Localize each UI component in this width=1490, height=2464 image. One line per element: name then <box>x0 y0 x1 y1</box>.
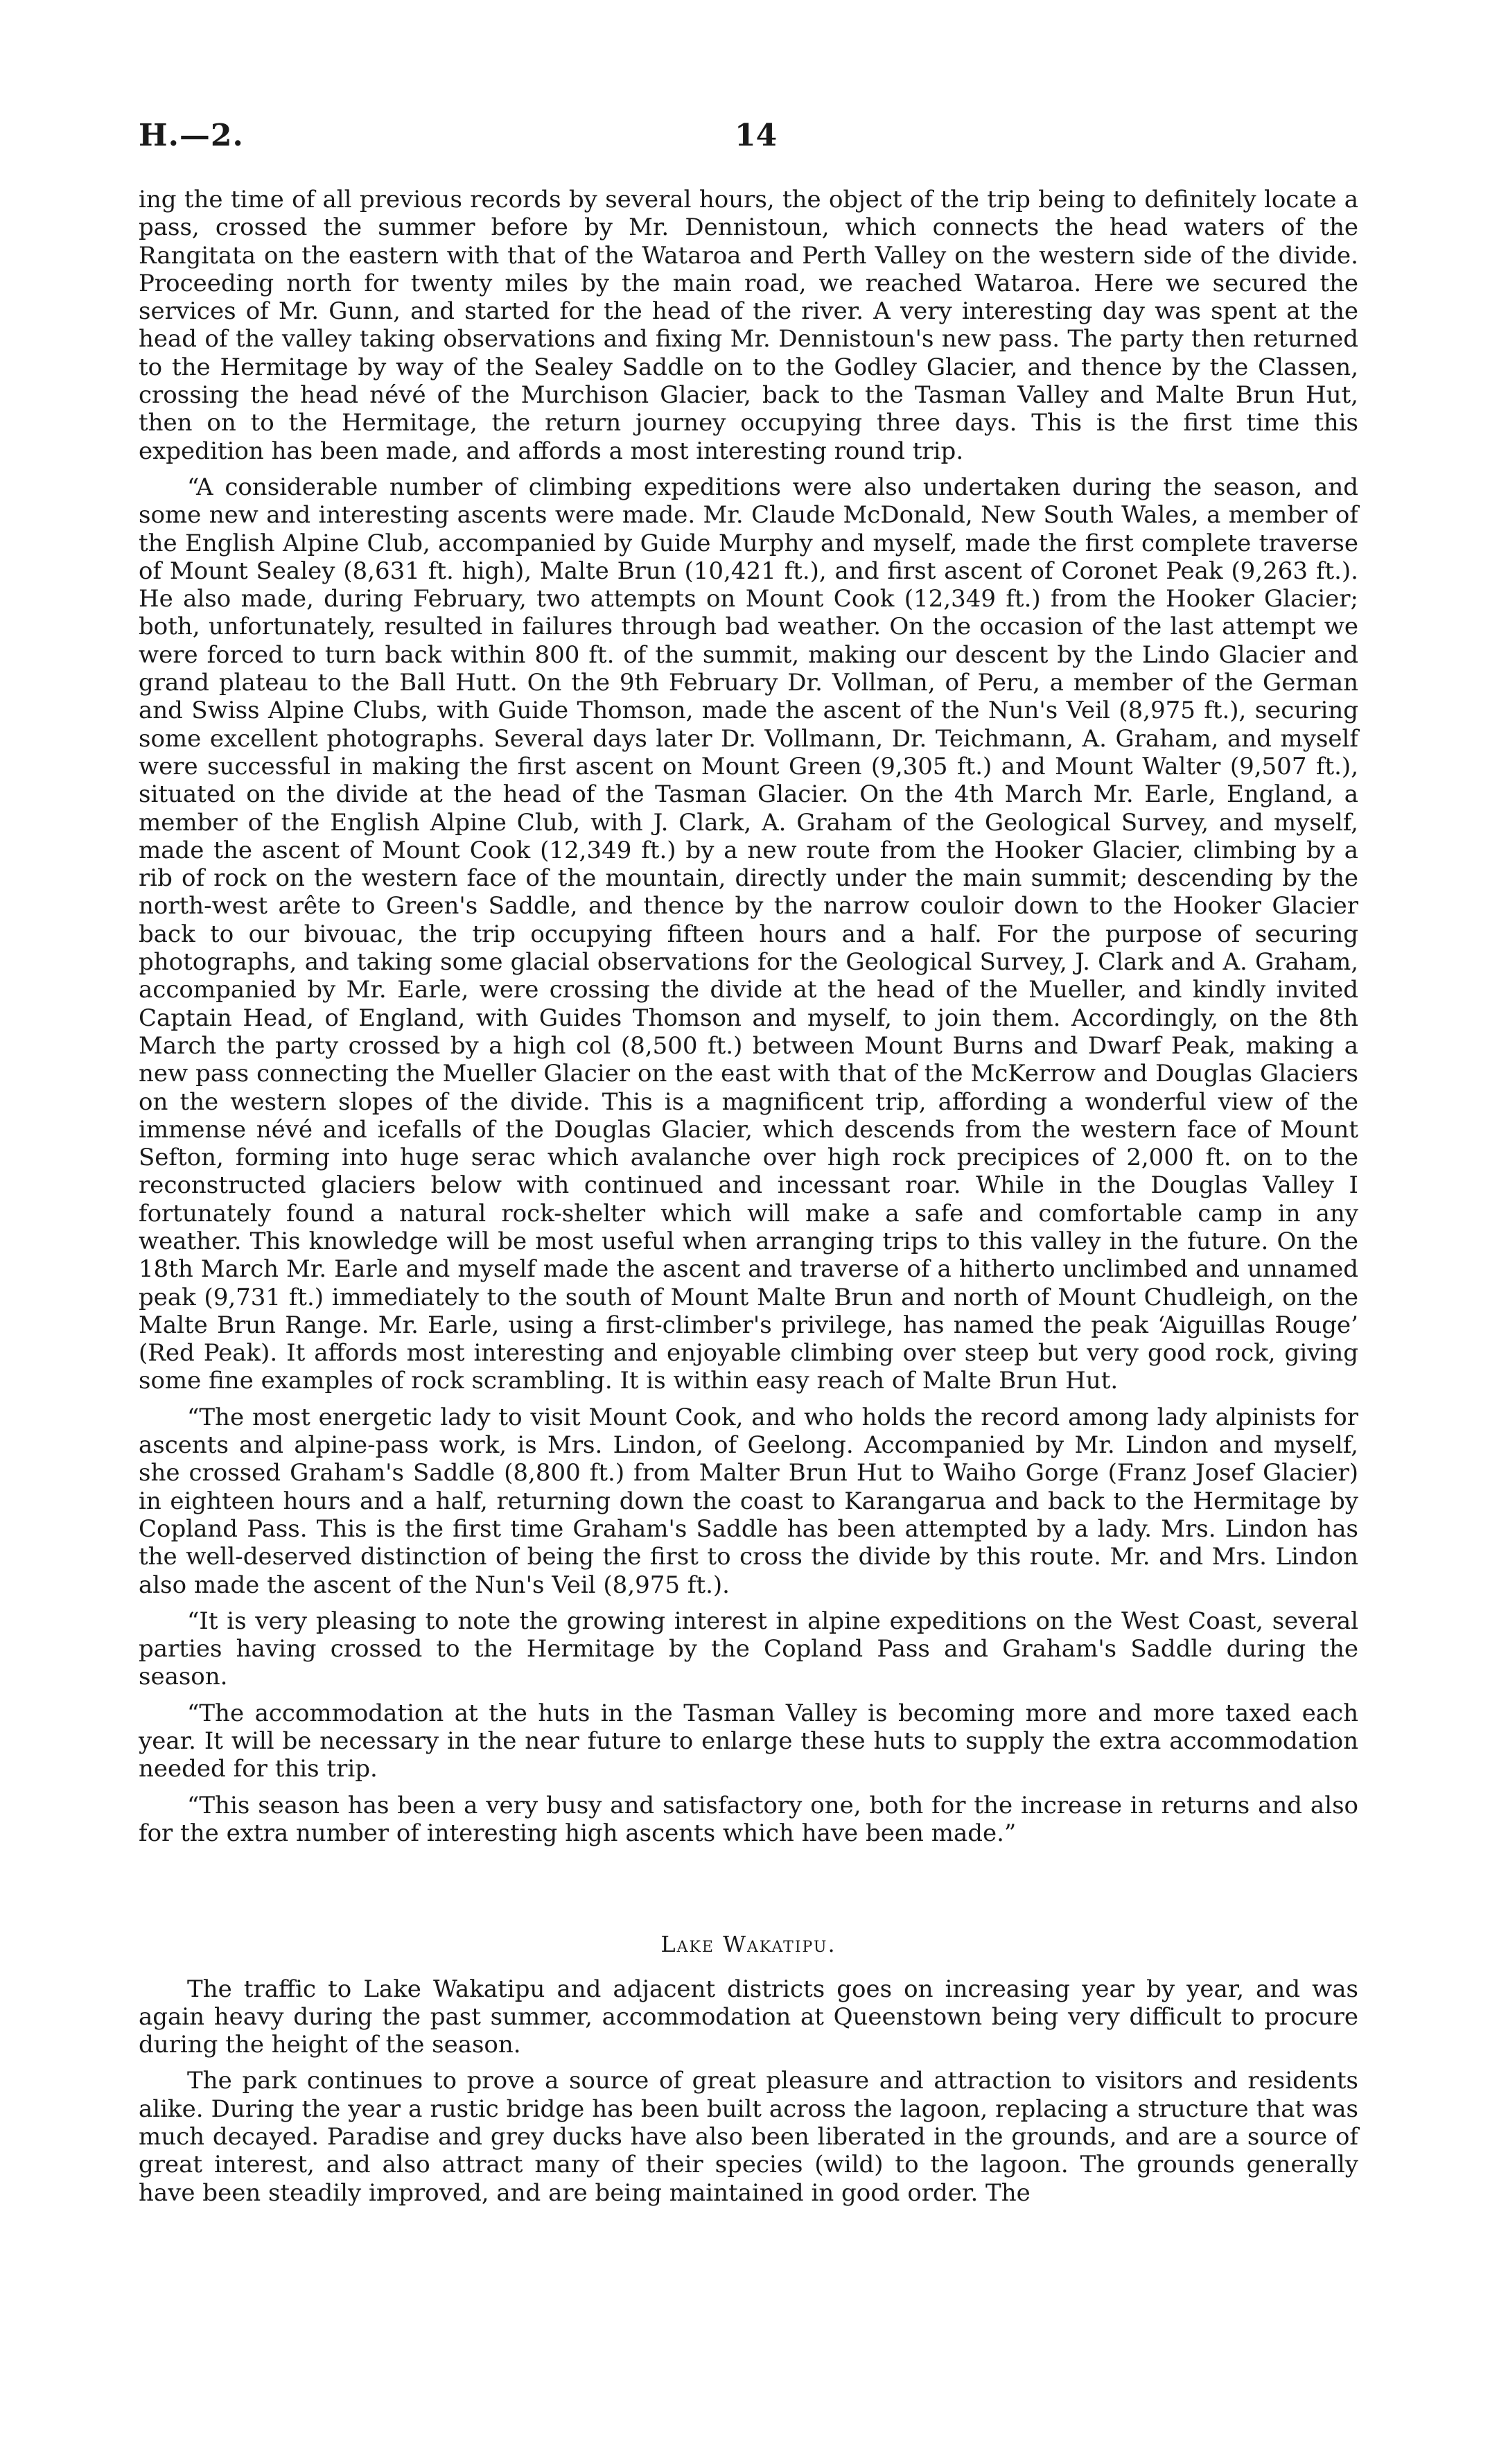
paragraph: “It is very pleasing to note the growing interest in alpine expeditions on the West Coast, several parties having crossed to the Hermitage by the Copland Pass and Graham's Saddle during the season. <box>139 1607 1358 1691</box>
paragraph: The traffic to Lake Wakatipu and adjacent districts goes on increasing year by year, and was again heavy during the past summer, accommodation at Queenstown being very difficult to procure during the height of the season. <box>139 1975 1358 2059</box>
paragraph: “A considerable number of climbing expeditions were also undertaken during the season, and some new and interesting ascents were made. Mr. Claude McDonald, New South Wales, a member of the English Alpine Club, accompanied by Guide Murphy and myself, made the first complete traverse of Mount Sealey (8,631 ft. high), Malte Brun (10,421 ft.), and first ascent of Coronet Peak (9,263 ft.). He also made, during February, two attempts on Mount Cook (12,349 ft.) from the Hooker Glacier; both, unfortunately, resulted in failures through bad weather. On the occasion of the last attempt we were forced to turn back within 800 ft. of the summit, making our descent by the Lindo Glacier and grand plateau to the Ball Hutt. On the 9th February Dr. Vollman, of Peru, a member of the German and Swiss Alpine Clubs, with Guide Thomson, made the ascent of the Nun's Veil (8,975 ft.), securing some excellent photographs. Several days later Dr. Vollmann, Dr. Teichmann, A. Graham, and myself were successful in making the first ascent on Mount Green (9,305 ft.) and Mount Walter (9,507 ft.), situated on the divide at the head of the Tasman Glacier. On the 4th March Mr. Earle, England, a member of the English Alpine Club, with J. Clark, A. Graham of the Geological Survey, and myself, made the ascent of Mount Cook (12,349 ft.) by a new route from the Hooker Glacier, climbing by a rib of rock on the western face of the mountain, directly under the main summit; descending by the north-west arête to Green's Saddle, and thence by the narrow couloir down to the Hooker Glacier back to our bivouac, the trip occupying fifteen hours and a half. For the purpose of securing photographs, and taking some glacial observations for the Geological Survey, J. Clark and A. Graham, accompanied by Mr. Earle, were crossing the divide at the head of the Mueller, and kindly invited Captain Head, of England, with Guides Thomson and myself, to join them. Accordingly, on the 8th March the party crossed by a high col (8,500 ft.) between Mount Burns and Dwarf Peak, making a new pass connecting the Mueller Glacier on the east with that of the McKerrow and Douglas Glaciers on the western slopes of the divide. This is a magnificent trip, affording a wonderful view of the immense névé and icefalls of the Douglas Glacier, which descends from the western face of Mount Sefton, forming into huge serac which avalanche over high rock precipices of 2,000 ft. on to the reconstructed glaciers below with continued and incessant roar. While in the Douglas Valley I fortunately found a natural rock-shelter which will make a safe and comfortable camp in any weather. This knowledge will be most useful when arranging trips to this valley in the future. On the 18th March Mr. Earle and myself made the ascent and traverse of a hitherto unclimbed and unnamed peak (9,731 ft.) immediately to the south of Mount Malte Brun and north of Mount Chudleigh, on the Malte Brun Range. Mr. Earle, using a first-climber's privilege, has named the peak ‘Aiguillas Rouge’ (Red Peak). It affords most interesting and enjoyable climbing over steep but very good rock, giving some fine examples of rock scrambling. It is within easy reach of Malte Brun Hut. <box>139 473 1358 1395</box>
paragraph: “The most energetic lady to visit Mount Cook, and who holds the record among lady alpinists for ascents and alpine-pass work, is Mrs. Lindon, of Geelong. Accompanied by Mr. Lindon and myself, she crossed Graham's Saddle (8,800 ft.) from Malter Brun Hut to Waiho Gorge (Franz Josef Glacier) in eighteen hours and a half, returning down the coast to Karangarua and back to the Hermitage by Copland Pass. This is the first time Graham's Saddle has been attempted by a lady. Mrs. Lindon has the well-deserved distinction of being the first to cross the divide by this route. Mr. and Mrs. Lindon also made the ascent of the Nun's Veil (8,975 ft.). <box>139 1403 1358 1599</box>
page-number: 14 <box>735 118 778 153</box>
body-text <box>139 186 1358 2215</box>
paragraph: “This season has been a very busy and satisfactory one, both for the increase in returns and also for the extra number of interesting high ascents which have been made.” <box>139 1791 1358 1847</box>
paragraph: “The accommodation at the huts in the Tasman Valley is becoming more and more taxed each year. It will be necessary in the near future to enlarge these huts to supply the extra accommodation needed for this trip. <box>139 1699 1358 1783</box>
section-heading: Lake Wakatipu. <box>660 1931 836 1958</box>
paragraph: ing the time of all previous records by several hours, the object of the trip being to definitely locate a pass, crossed the summer before by Mr. Dennistoun, which connects the head waters of the Rangitata on the eastern with that of the Wataroa and Perth Valley on the western side of the divide. Proceeding north for twenty miles by the main road, we reached Wataroa. Here we secured the services of Mr. Gunn, and started for the head of the river. A very interesting day was spent at the head of the valley taking observations and fixing Mr. Dennistoun's new pass. The party then returned to the Hermitage by way of the Sealey Saddle on to the Godley Glacier, and thence by the Classen, crossing the head névé of the Murchison Glacier, back to the Tasman Valley and Malte Brun Hut, then on to the Hermitage, the return journey occupying three days. This is the first time this expedition has been made, and affords a most interesting round trip. <box>139 186 1358 465</box>
document-reference: H.—2. <box>139 118 244 153</box>
paragraph: The park continues to prove a source of great pleasure and attraction to visitors and residents alike. During the year a rustic bridge has been built across the lagoon, replacing a structure that was much decayed. Paradise and grey ducks have also been liberated in the grounds, and are a source of great interest, and also attract many of their species (wild) to the lagoon. The grounds generally have been steadily improved, and are being maintained in good order. The <box>139 2067 1358 2207</box>
page-header <box>139 118 1358 159</box>
